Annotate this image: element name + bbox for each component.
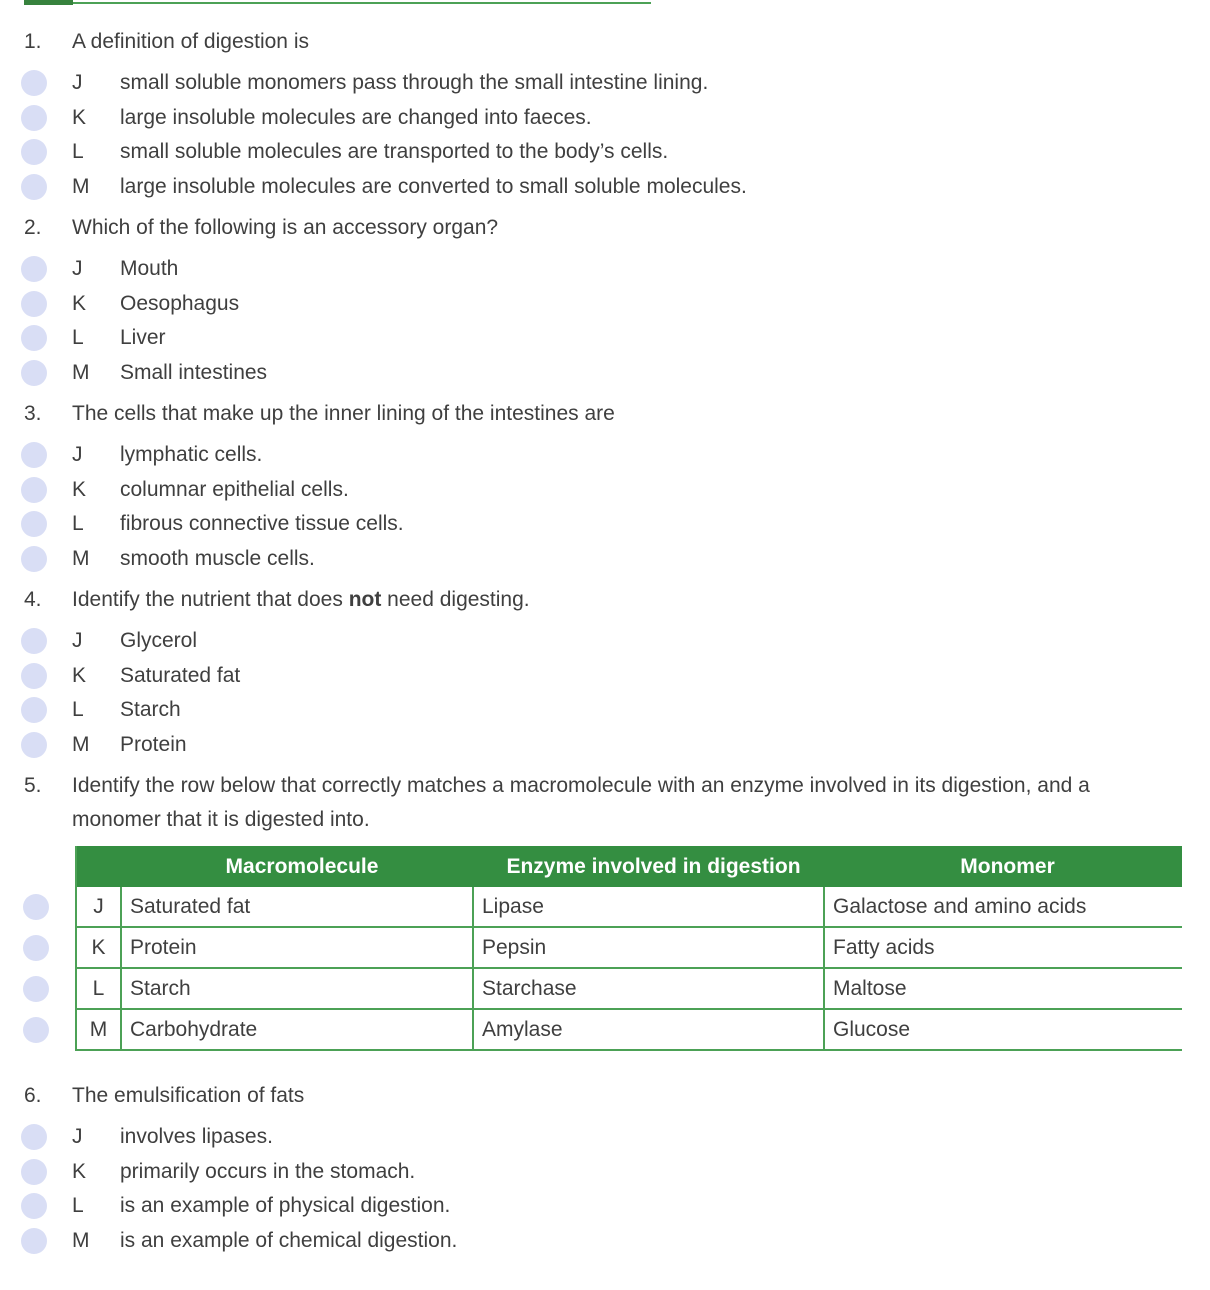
question-1 xyxy=(0,25,1210,204)
option-row xyxy=(0,507,1210,542)
option-letter: K xyxy=(72,663,87,687)
table-cell-monomer: Fatty acids xyxy=(833,935,935,959)
answer-bubble[interactable] xyxy=(21,1124,47,1150)
answer-bubble[interactable] xyxy=(23,1017,49,1043)
option-letter: J xyxy=(72,629,83,653)
table-row-letter: J xyxy=(77,887,122,926)
table-cell-enzyme: Starchase xyxy=(474,969,825,1008)
option-row xyxy=(0,66,1210,101)
option-letter: K xyxy=(72,105,87,129)
table-header-macromolecule: Macromolecule xyxy=(225,854,379,878)
table-row xyxy=(77,928,1182,969)
question-text: Identify the row below that correctly matches a macromolecule with an enzyme involved in its digestion, and a monomer that it is digested into. xyxy=(72,774,1090,831)
answer-bubble[interactable] xyxy=(21,325,47,351)
question-6 xyxy=(0,1079,1210,1258)
answer-bubble[interactable] xyxy=(21,732,47,758)
option-letter: L xyxy=(72,512,84,536)
answer-bubble[interactable] xyxy=(21,477,47,503)
answer-bubble[interactable] xyxy=(21,1228,47,1254)
option-text: Glycerol xyxy=(120,629,198,653)
question-number: 5. xyxy=(24,774,42,797)
question-number: 2. xyxy=(24,216,42,239)
question-4 xyxy=(0,583,1210,762)
table-header-row xyxy=(77,846,1182,887)
option-row xyxy=(0,1120,1210,1155)
option-row xyxy=(0,693,1210,728)
option-letter: K xyxy=(72,477,87,501)
table-row-letter: K xyxy=(77,928,122,967)
option-letter: L xyxy=(72,698,84,722)
answer-bubble[interactable] xyxy=(21,139,47,165)
option-row xyxy=(0,321,1210,356)
table-cell-macromolecule: Protein xyxy=(122,928,474,967)
answer-bubble[interactable] xyxy=(21,628,47,654)
answer-bubble[interactable] xyxy=(21,697,47,723)
option-letter: J xyxy=(72,1125,83,1149)
option-row xyxy=(0,624,1210,659)
quiz-body xyxy=(0,5,1210,1258)
option-row xyxy=(0,170,1210,205)
options-group xyxy=(0,1120,1210,1258)
option-text: Small intestines xyxy=(120,360,268,384)
option-text: primarily occurs in the stomach. xyxy=(120,1159,416,1183)
answer-bubble[interactable] xyxy=(21,174,47,200)
top-divider xyxy=(0,0,1210,5)
option-text: Mouth xyxy=(120,257,179,281)
option-text: Oesophagus xyxy=(120,291,240,315)
option-text: Starch xyxy=(120,698,181,722)
answer-bubble[interactable] xyxy=(21,1159,47,1185)
option-text: Protein xyxy=(120,732,187,756)
question-number: 6. xyxy=(24,1084,42,1107)
answer-bubble[interactable] xyxy=(21,663,47,689)
option-letter: L xyxy=(72,140,84,164)
option-letter: J xyxy=(72,257,83,281)
option-letter: K xyxy=(72,1159,87,1183)
option-letter: K xyxy=(72,291,87,315)
option-letter: J xyxy=(72,443,83,467)
answer-bubble[interactable] xyxy=(21,291,47,317)
answer-bubble[interactable] xyxy=(21,105,47,131)
answer-bubble[interactable] xyxy=(23,976,49,1002)
option-letter: L xyxy=(72,1194,84,1218)
option-text: small soluble molecules are transported to the body’s cells. xyxy=(120,140,669,164)
table-cell-macromolecule: Starch xyxy=(122,969,474,1008)
question-text-post: need digesting. xyxy=(381,588,530,611)
question-text: A definition of digestion is xyxy=(72,30,309,53)
table-row xyxy=(77,1010,1182,1051)
macromolecule-table xyxy=(75,846,1182,1051)
table-cell-enzyme: Amylase xyxy=(474,1010,825,1049)
option-row xyxy=(0,252,1210,287)
question-number: 1. xyxy=(24,30,42,53)
question-text: The emulsification of fats xyxy=(72,1084,305,1107)
option-text: is an example of physical digestion. xyxy=(120,1194,451,1218)
option-row xyxy=(0,135,1210,170)
options-group xyxy=(0,438,1210,576)
table-header-enzyme: Enzyme involved in digestion xyxy=(506,854,801,878)
table-row xyxy=(77,887,1182,928)
answer-bubble[interactable] xyxy=(21,360,47,386)
option-letter: M xyxy=(72,360,90,384)
question-text: The cells that make up the inner lining of the intestines are xyxy=(72,402,615,425)
options-group xyxy=(0,624,1210,762)
option-text: large insoluble molecules are converted to small soluble molecules. xyxy=(120,174,747,198)
table-row-letter: L xyxy=(77,969,122,1008)
option-letter: L xyxy=(72,326,84,350)
option-text: large insoluble molecules are changed into faeces. xyxy=(120,105,592,129)
option-text: Liver xyxy=(120,326,166,350)
answer-bubble[interactable] xyxy=(21,511,47,537)
table-cell-macromolecule: Carbohydrate xyxy=(122,1010,474,1049)
option-row xyxy=(0,1189,1210,1224)
table-cell-enzyme: Lipase xyxy=(474,887,825,926)
question-text-pre: Identify the nutrient that does xyxy=(72,588,349,611)
question-number: 4. xyxy=(24,588,42,611)
option-letter: M xyxy=(72,546,90,570)
table-cell-macromolecule: Saturated fat xyxy=(122,887,474,926)
answer-bubble[interactable] xyxy=(21,256,47,282)
tab-underline xyxy=(24,2,651,4)
option-row xyxy=(0,356,1210,391)
option-letter: M xyxy=(72,1228,90,1252)
option-text: Saturated fat xyxy=(120,663,241,687)
question-number: 3. xyxy=(24,402,42,425)
option-row xyxy=(0,287,1210,322)
option-row xyxy=(0,659,1210,694)
table-row xyxy=(77,969,1182,1010)
options-group xyxy=(0,66,1210,204)
question-text-bold: not xyxy=(348,588,382,611)
table-cell-monomer: Glucose xyxy=(833,1017,911,1041)
option-text: involves lipases. xyxy=(120,1125,273,1149)
option-row xyxy=(0,1155,1210,1190)
question-text xyxy=(72,583,530,617)
table-row-letter: M xyxy=(77,1010,122,1049)
option-text: fibrous connective tissue cells. xyxy=(120,512,404,536)
question-5 xyxy=(0,769,1210,1051)
option-row xyxy=(0,101,1210,136)
answer-bubble[interactable] xyxy=(21,1193,47,1219)
option-text: columnar epithelial cells. xyxy=(120,477,349,501)
question-3 xyxy=(0,397,1210,576)
option-letter: M xyxy=(72,732,90,756)
options-group xyxy=(0,252,1210,390)
active-tab-indicator xyxy=(24,0,73,5)
answer-bubble[interactable] xyxy=(23,935,49,961)
table-header-monomer: Monomer xyxy=(960,854,1055,878)
table-cell-enzyme: Pepsin xyxy=(474,928,825,967)
table-cell-monomer: Galactose and amino acids xyxy=(833,894,1087,918)
answer-bubble[interactable] xyxy=(21,442,47,468)
option-row xyxy=(0,1224,1210,1259)
option-text: smooth muscle cells. xyxy=(120,546,315,570)
question-2 xyxy=(0,211,1210,390)
option-letter: M xyxy=(72,174,90,198)
answer-bubble[interactable] xyxy=(23,894,49,920)
option-row xyxy=(0,728,1210,763)
answer-bubble[interactable] xyxy=(21,546,47,572)
question-text: Which of the following is an accessory organ? xyxy=(72,216,499,239)
answer-bubble[interactable] xyxy=(21,70,47,96)
option-text: small soluble monomers pass through the small intestine lining. xyxy=(120,71,709,95)
table-cell-monomer: Maltose xyxy=(833,976,907,1000)
option-row xyxy=(0,473,1210,508)
option-text: lymphatic cells. xyxy=(120,443,263,467)
table-header-letter-col xyxy=(77,846,122,887)
option-row xyxy=(0,438,1210,473)
option-row xyxy=(0,542,1210,577)
option-text: is an example of chemical digestion. xyxy=(120,1228,458,1252)
option-letter: J xyxy=(72,71,83,95)
